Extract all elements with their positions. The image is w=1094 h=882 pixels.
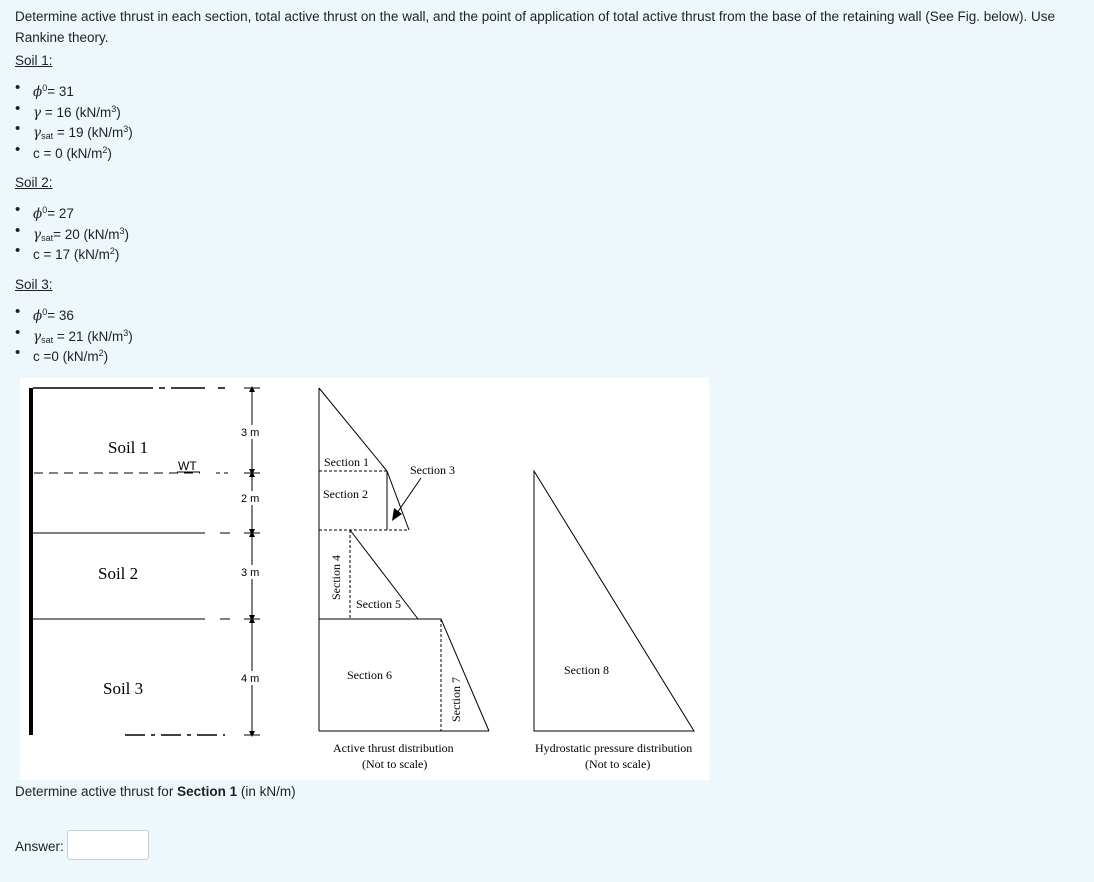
section-5-label: Section 5 xyxy=(356,597,401,611)
soil-1-heading: Soil 1: xyxy=(15,53,53,68)
dimension-3m: 3 m xyxy=(241,567,260,579)
dimension-3m-top: 3 m xyxy=(241,427,260,439)
soil-1-cohesion: • c = 0 $(kN/m^2)$ xyxy=(15,140,133,161)
question-text: Determine active thrust in each section, total active thrust on the wall, and the point of application of total active thrust from the base of the retaining wall (See Fig. below). Use Rankine theory. xyxy=(15,9,1056,45)
section-4-label: Section 4 xyxy=(329,555,343,600)
active-caption-note: (Not to scale) xyxy=(362,757,428,771)
soil-3-label: Soil 3 xyxy=(103,679,144,698)
hydro-caption: Hydrostatic pressure distribution xyxy=(535,741,693,755)
dimension-2m: 2 m xyxy=(241,493,260,505)
section-1-label: Section 1 xyxy=(324,455,369,469)
soil-2-phi: • $\phi^0= 27$ xyxy=(15,200,129,221)
soil-1-gamma: • γ = 16 $(kN/m^3)$ xyxy=(15,99,133,120)
soil-3-cohesion: • c =0 $(kN/m^2)$ xyxy=(15,343,133,364)
soil-1-gamma-sat: • $\gamma_{sat} = 19$ $(kN/m^3)$ xyxy=(15,119,133,140)
dimension-4m: 4 m xyxy=(241,673,260,685)
soil-1-phi: • $\phi^0= 31$ xyxy=(15,78,133,99)
soil-3-phi: • $\phi^0= 36$ xyxy=(15,302,133,323)
section-8-label: Section 8 xyxy=(564,663,609,677)
soil-2-heading: Soil 2: xyxy=(15,175,53,190)
answer-label: Answer: xyxy=(15,839,64,854)
hydro-caption-note: (Not to scale) xyxy=(585,757,651,771)
retaining-wall-figure xyxy=(20,378,709,780)
section-8-triangle xyxy=(534,471,694,731)
active-caption: Active thrust distribution xyxy=(333,741,454,755)
soil-1-label: Soil 1 xyxy=(108,438,149,457)
section-3-label: Section 3 xyxy=(410,463,455,477)
section-6-label: Section 6 xyxy=(347,668,392,682)
soil-1-properties xyxy=(15,78,133,160)
soil-3-properties xyxy=(15,302,133,364)
water-table-label: WT xyxy=(178,459,197,473)
answer-input[interactable] xyxy=(67,830,149,860)
soil-2-gamma-sat: • $\gamma_{sat}= 20$ $(kN/m^3)$ xyxy=(15,221,129,242)
section-2-label: Section 2 xyxy=(323,487,368,501)
soil-3-heading: Soil 3: xyxy=(15,277,53,292)
subquestion: Determine active thrust for Section 1 (in kN/m) xyxy=(15,784,296,799)
section-3-pointer xyxy=(395,478,421,516)
soil-2-cohesion: • c = 17 $(kN/m^2)$ xyxy=(15,241,129,262)
section-7-label: Section 7 xyxy=(449,677,463,722)
soil-3-gamma-sat: • $\gamma_{sat} = 21$ $(kN/m^3)$ xyxy=(15,323,133,344)
soil-2-properties xyxy=(15,200,129,262)
soil-2-label: Soil 2 xyxy=(98,564,139,583)
